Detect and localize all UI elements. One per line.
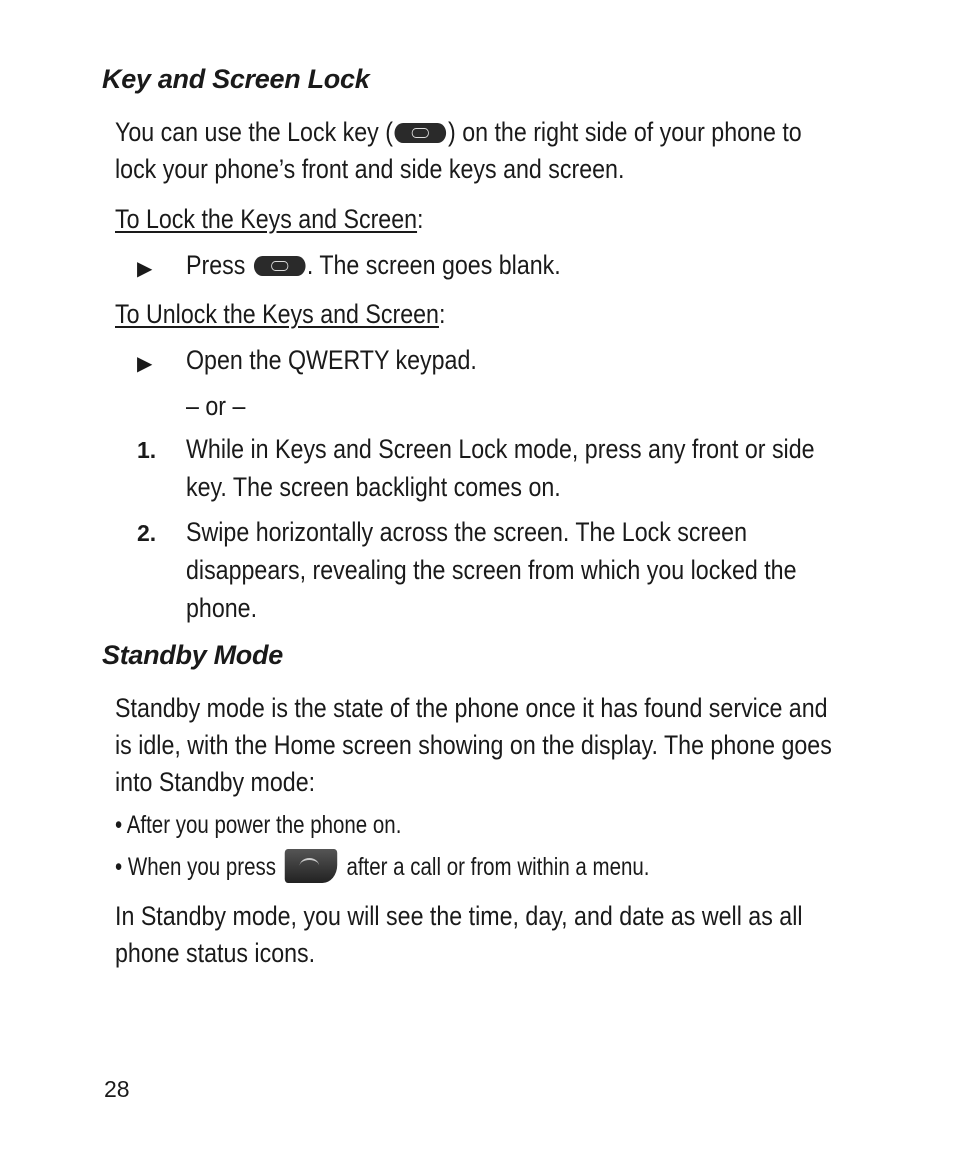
- triangle-bullet-icon: ▶: [137, 353, 153, 375]
- standby-intro-line-3: into Standby mode:: [115, 767, 316, 797]
- lock-key-icon: [395, 123, 447, 143]
- step-number: 1.: [137, 437, 157, 463]
- page-number: 28: [104, 1076, 130, 1102]
- lock-subheading: [115, 201, 424, 238]
- standby-outro-line-2: phone status icons.: [115, 938, 316, 968]
- unlock-subheading-text: To Unlock the Keys and Screen: [115, 299, 439, 329]
- step-number: 2.: [137, 520, 157, 546]
- lock-subheading-colon: :: [417, 204, 424, 234]
- step-2-line-2: disappears, revealing the screen from which you locked the: [186, 555, 797, 585]
- or-separator: – or –: [186, 391, 246, 421]
- intro-text-after: ) on the right side of your phone to: [448, 117, 802, 147]
- step-1-line-1: While in Keys and Screen Lock mode, press any front or side: [186, 434, 815, 464]
- unlock-subheading-colon: :: [438, 299, 446, 329]
- standby-intro-line-1: Standby mode is the state of the phone once it has found service and: [115, 693, 828, 723]
- step-2-line-1: Swipe horizontally across the screen. The Lock screen: [186, 517, 748, 547]
- intro-text-before: You can use the Lock key (: [115, 117, 393, 147]
- intro-line-2: lock your phone’s front and side keys and screen.: [115, 154, 625, 184]
- bullet-item-1: • After you power the phone on.: [115, 811, 402, 839]
- triangle-bullet-icon: ▶: [137, 258, 153, 280]
- lock-step: [186, 246, 561, 284]
- unlock-subheading: [115, 296, 445, 333]
- standby-outro-line-1: In Standby mode, you will see the time, day, and date as well as all: [115, 901, 803, 931]
- lock-step-text-before: Press: [186, 250, 252, 280]
- intro-line-1: [115, 114, 802, 151]
- section-heading-key-lock: Key and Screen Lock: [102, 64, 370, 94]
- lock-step-text-after: . The screen goes blank.: [306, 250, 561, 280]
- standby-intro-line-2: is idle, with the Home screen showing on the display. The phone goes: [115, 730, 832, 760]
- step-1-line-2: key. The screen backlight comes on.: [186, 472, 561, 502]
- bullet-2-text-before: • When you press: [115, 853, 282, 881]
- lock-key-icon: [254, 256, 306, 276]
- end-key-icon: [285, 849, 337, 883]
- unlock-step: Open the QWERTY keypad.: [186, 345, 477, 375]
- lock-subheading-text: To Lock the Keys and Screen: [115, 204, 418, 234]
- step-2-line-3: phone.: [186, 593, 258, 623]
- section-heading-standby: Standby Mode: [102, 640, 283, 670]
- bullet-item-2: [115, 849, 650, 884]
- bullet-2-text-after: after a call or from within a menu.: [340, 853, 650, 881]
